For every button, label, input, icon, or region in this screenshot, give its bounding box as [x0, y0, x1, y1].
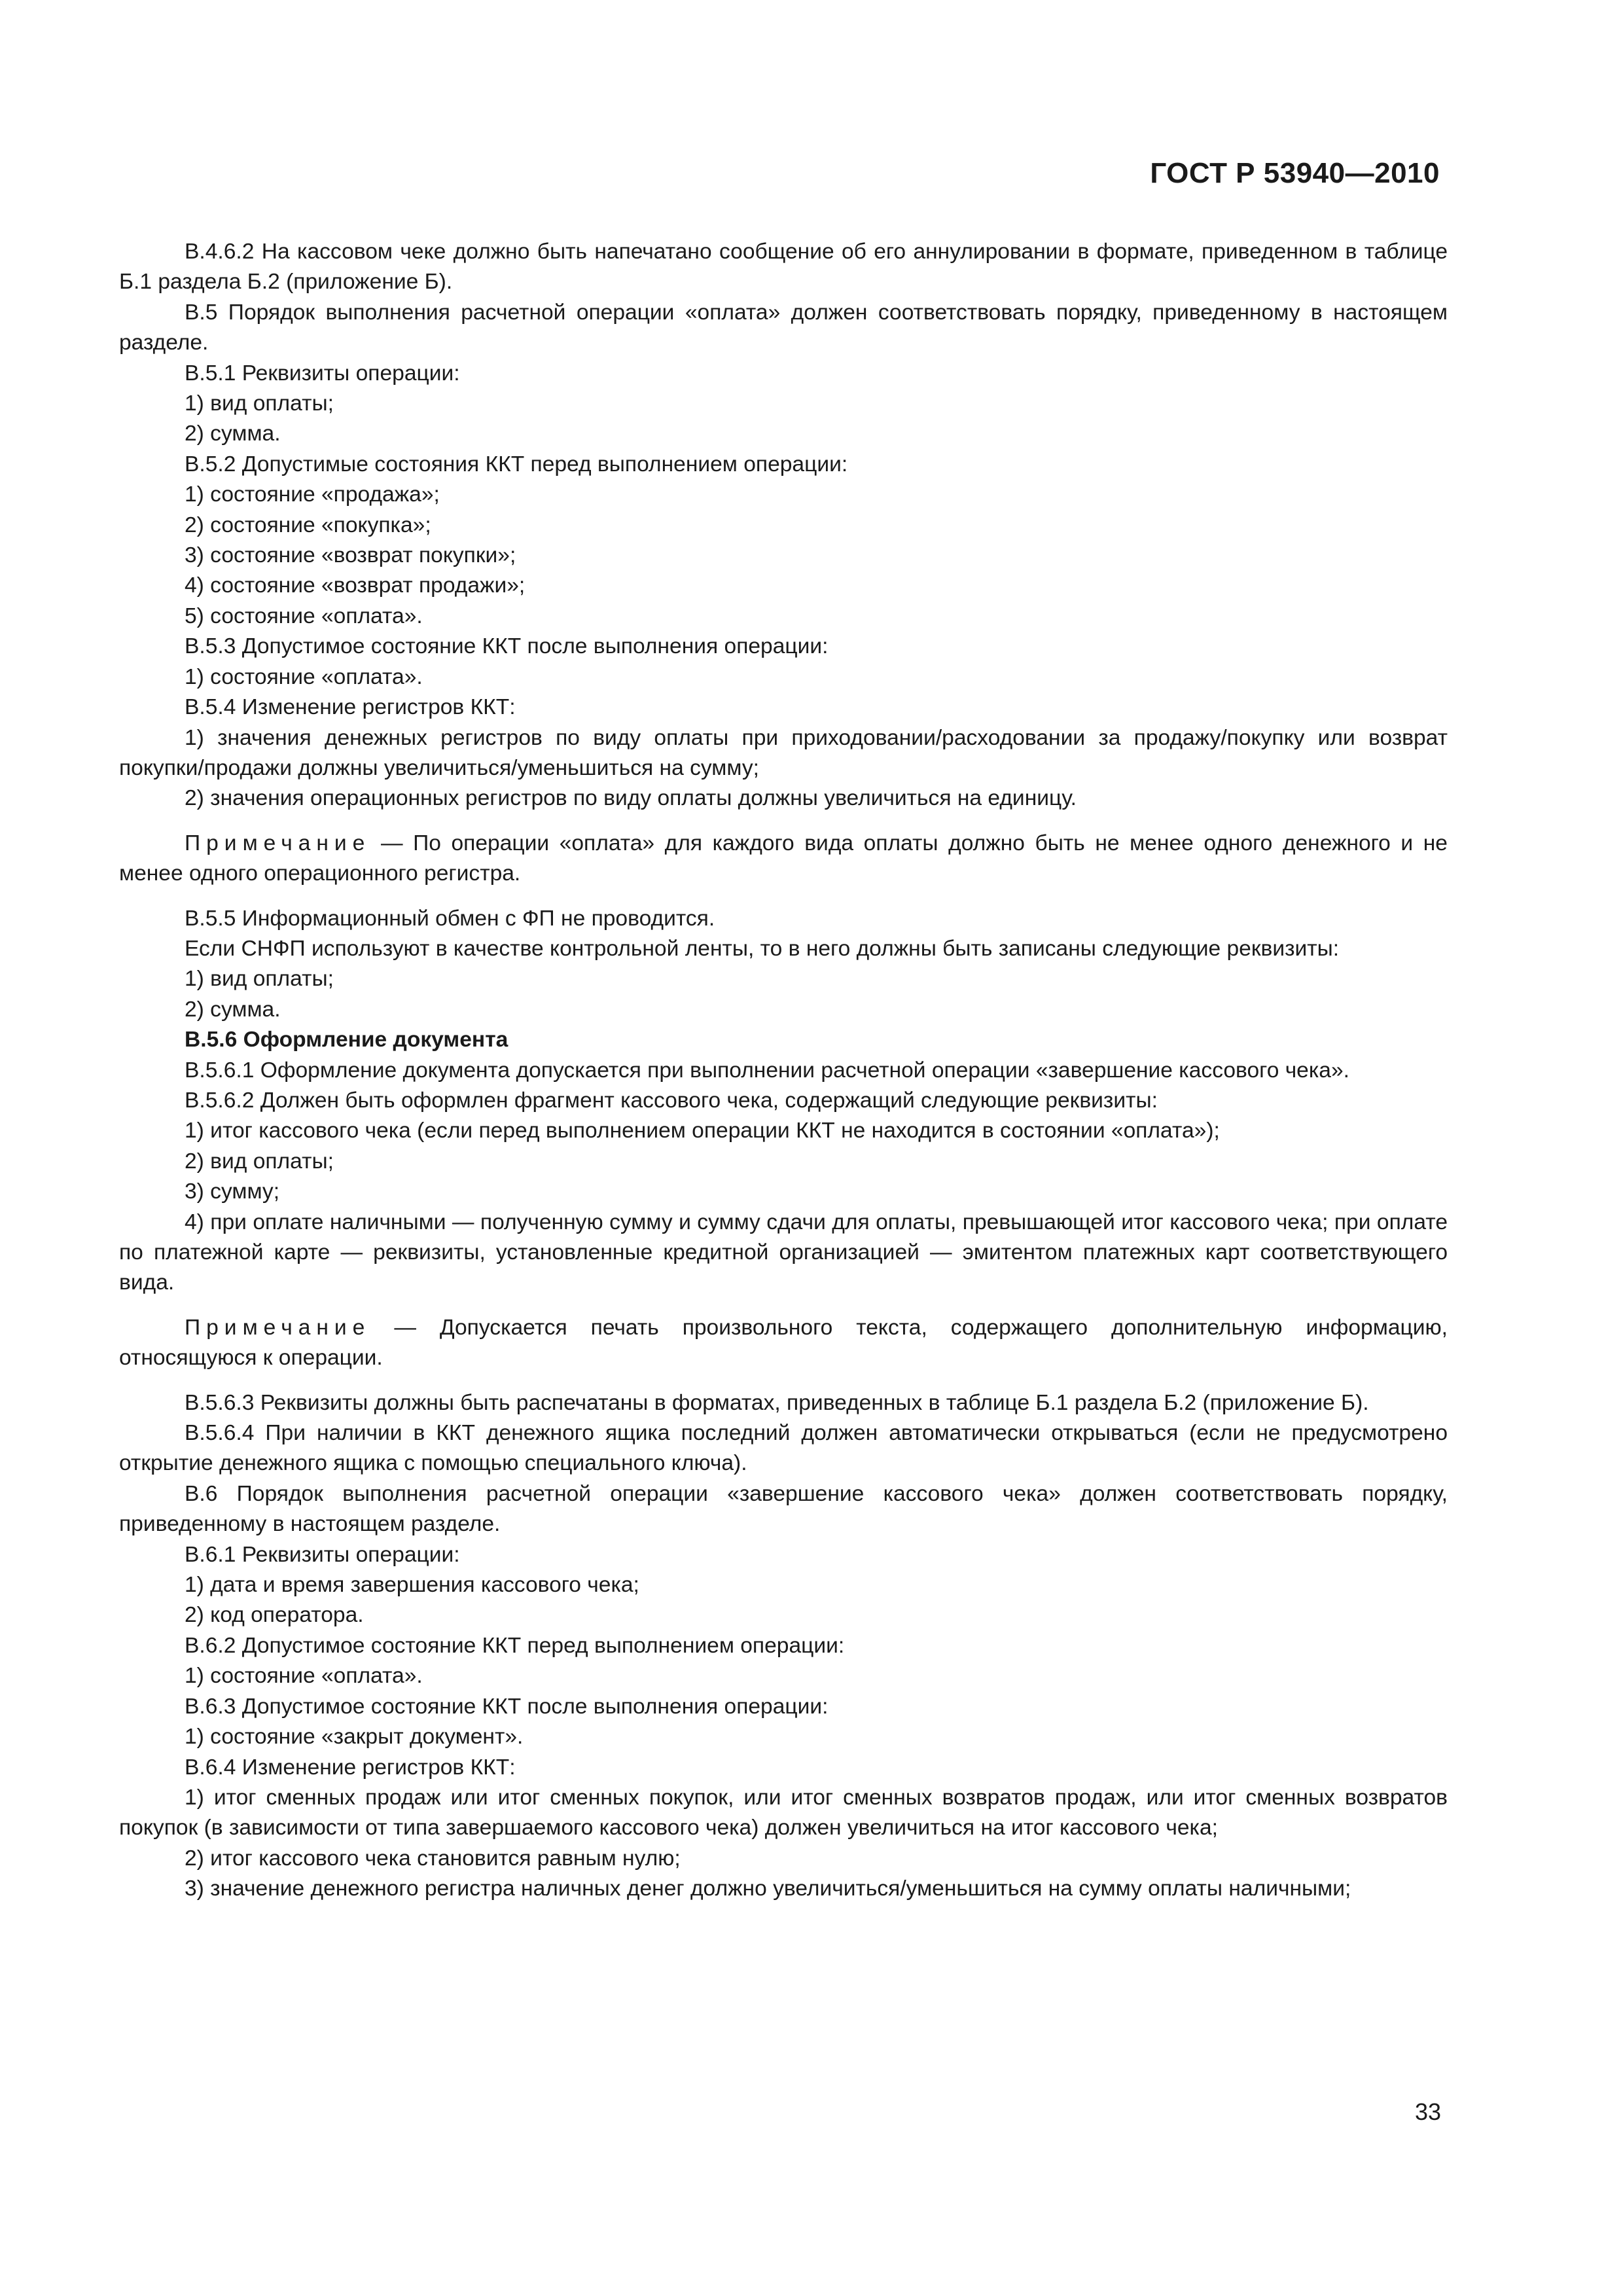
paragraph: В.4.6.2 На кассовом чеке должно быть напечатано сообщение об его аннулировании в формате, приведенном в таблице Б.1 раздела Б.2 (приложение Б). — [119, 240, 1448, 295]
paragraph: 2) сумма. — [185, 997, 281, 1022]
paragraph: В.5.5 Информационный обмен с ФП не проводится. — [185, 906, 715, 931]
paragraph: 1) состояние «оплата». — [185, 664, 423, 689]
paragraph: В.5.4 Изменение регистров ККТ: — [185, 695, 516, 720]
paragraph: 4) при оплате наличными — полученную сумму и сумму сдачи для оплаты, превышающей итог кассового чека; при оплате по платежной карте — реквизиты, установленные кредитной организацией — эмитентом платежных карт соответствующего вида. — [119, 1210, 1448, 1295]
paragraph: 2) сумма. — [185, 422, 281, 446]
paragraph: 2) код оператора. — [185, 1603, 364, 1628]
paragraph: В.5.1 Реквизиты операции: — [185, 361, 460, 386]
paragraph: В.5.6.4 При наличии в ККТ денежного ящика последний должен автоматически открываться (если не предусмотрено открытие денежного ящика с помощью специального ключа). — [119, 1421, 1448, 1476]
paragraph: 1) итог кассового чека (если перед выполнением операции ККТ не находится в состоянии «оплата»); — [185, 1119, 1220, 1143]
note-text: — По операции «оплата» для каждого вида оплаты должно быть не менее одного денежного и не менее одного операционного регистра. — [119, 831, 1448, 886]
paragraph: 1) значения денежных регистров по виду оплаты при приходовании/расходовании за продажу/покупку или возврат покупки/продажи должны увеличиться/уменьшиться на сумму; — [119, 725, 1448, 780]
paragraph: 1) дата и время завершения кассового чека; — [185, 1573, 639, 1598]
paragraph: В.6 Порядок выполнения расчетной операции «завершение кассового чека» должен соответствовать порядку, приведенному в настоящем разделе. — [119, 1481, 1448, 1537]
note-paragraph — [119, 829, 1448, 889]
paragraph: 2) значения операционных регистров по виду оплаты должны увеличиться на единицу. — [185, 786, 1077, 811]
paragraph: В.6.2 Допустимое состояние ККТ перед выполнением операции: — [185, 1633, 845, 1658]
section-heading: В.5.6 Оформление документа — [185, 1028, 508, 1052]
note-paragraph — [119, 1313, 1448, 1374]
paragraph: 1) состояние «закрыт документ». — [185, 1725, 524, 1749]
paragraph: Если СНФП используют в качестве контрольной ленты, то в него должны быть записаны следующие реквизиты: — [185, 936, 1340, 961]
paragraph: В.6.3 Допустимое состояние ККТ после выполнения операции: — [185, 1694, 829, 1719]
paragraph: В.5.6.2 Должен быть оформлен фрагмент кассового чека, содержащий следующие реквизиты: — [185, 1088, 1158, 1113]
note-text: — Допускается печать произвольного текста, содержащего дополнительную информацию, относящуюся к операции. — [119, 1315, 1448, 1371]
paragraph: В.5.6.3 Реквизиты должны быть распечатаны в форматах, приведенных в таблице Б.1 раздела Б.2 (приложение Б). — [185, 1390, 1369, 1415]
paragraph: 1) вид оплаты; — [185, 967, 334, 992]
paragraph: В.6.4 Изменение регистров ККТ: — [185, 1755, 516, 1780]
paragraph: 1) состояние «продажа»; — [185, 482, 440, 507]
paragraph: 4) состояние «возврат продажи»; — [185, 573, 526, 598]
paragraph: В.5.2 Допустимые состояния ККТ перед выполнением операции: — [185, 452, 848, 476]
note-label: Примечание — [185, 831, 371, 855]
paragraph: В.6.1 Реквизиты операции: — [185, 1542, 460, 1567]
paragraph: 1) итог сменных продаж или итог сменных покупок, или итог сменных возвратов продаж, или итог сменных возвратов покупок (в зависимости от типа завершаемого кассового чека) должен увеличиться на итог кассового чека; — [119, 1785, 1448, 1840]
document-code-header: ГОСТ Р 53940—2010 — [1150, 157, 1440, 189]
note-label: Примечание — [185, 1315, 371, 1340]
paragraph: В.5.6.1 Оформление документа допускается при выполнении расчетной операции «завершение кассового чека». — [185, 1058, 1349, 1083]
paragraph: В.5 Порядок выполнения расчетной операции «оплата» должен соответствовать порядку, приведенному в настоящем разделе. — [119, 300, 1448, 355]
paragraph: 1) вид оплаты; — [185, 391, 334, 416]
document-body — [119, 237, 1448, 1905]
paragraph: 3) значение денежного регистра наличных денег должно увеличиться/уменьшиться на сумму оплаты наличными; — [185, 1876, 1351, 1901]
paragraph: 2) вид оплаты; — [185, 1149, 334, 1174]
paragraph: 2) состояние «покупка»; — [185, 512, 431, 537]
paragraph: 2) итог кассового чека становится равным нулю; — [185, 1846, 681, 1871]
paragraph: 3) состояние «возврат покупки»; — [185, 543, 516, 568]
paragraph: 5) состояние «оплата». — [185, 603, 423, 628]
paragraph: 1) состояние «оплата». — [185, 1664, 423, 1689]
paragraph: В.5.3 Допустимое состояние ККТ после выполнения операции: — [185, 634, 829, 659]
page-number: 33 — [1414, 2098, 1441, 2125]
paragraph: 3) сумму; — [185, 1179, 280, 1204]
